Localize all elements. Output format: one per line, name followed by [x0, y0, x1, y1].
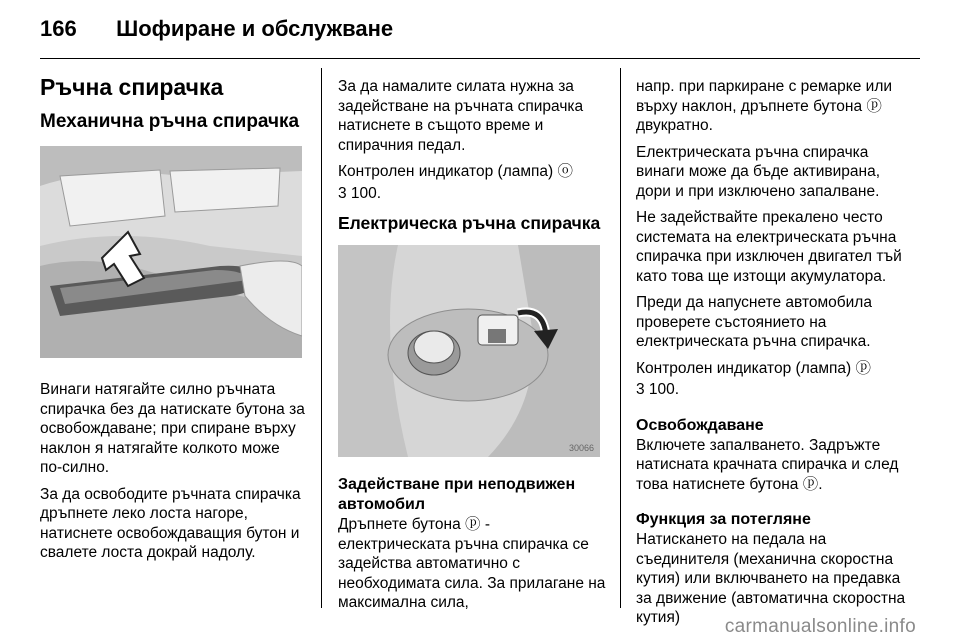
header-rule: [40, 58, 920, 59]
function-heading: Функция за потегляне: [636, 511, 811, 528]
paragraph: Преди да напуснете автомобила проверете състоянието на електрическата ръчна спирачка.: [636, 294, 872, 350]
section-title: Шофиране и обслужване: [116, 16, 394, 41]
electric-handbrake-heading: Електрическа ръчна спирачка: [338, 213, 601, 233]
watermark: carmanualsonline.info: [724, 616, 916, 637]
paragraph: напр. при паркиране с ремарке или върху наклон, дръпнете бутона ⓟ двукратно.: [636, 78, 893, 134]
column-3: [636, 77, 906, 635]
column-2: [338, 77, 606, 620]
paragraph: Включете запалването. Задръжте натисната крачната спирачка и след това натиснете бутона ⓟ.: [636, 436, 899, 493]
electric-handbrake-illustration: [338, 245, 600, 457]
page-reference: [636, 380, 906, 400]
indicator-text: Контролен индикатор (лампа) ⓟ: [636, 359, 871, 377]
column-divider-2: [620, 68, 621, 608]
indicator-reference: [338, 162, 606, 182]
paragraph: За да намалите силата нужна за задействане на ръчната спирачка натиснете в същото време и спирачния педал.: [338, 78, 584, 154]
paragraph: Дръпнете бутона ⓟ - електрическата ръчна спирачка се задейства автоматично с необходимата сила. За прилагане на максимална сила,: [338, 516, 606, 611]
section-heading: Ръчна спирачка: [40, 74, 224, 100]
release-heading: Освобождаване: [636, 416, 764, 434]
indicator-text: Контролен индикатор (лампа) ⓞ: [338, 163, 573, 180]
column-divider-1: [321, 68, 322, 608]
page-reference-text: 3 100.: [338, 184, 382, 202]
paragraph: За да освободите ръчната спирачка дръпнете леко лоста нагоре, натиснете освобождаващия бутон и свалете лоста докрай надолу.: [40, 485, 301, 561]
page-reference: [338, 184, 606, 204]
page-number: 166: [40, 16, 77, 41]
paragraph: Не задействайте прекалено често системата на електрическата ръчна спирачка при изключен двигател тъй като това ще изтощи акумулатора.: [636, 209, 902, 285]
paragraph: Винаги натягайте силно ръчната спирачка без да натискате бутона за освобождаване; при спиране върху наклон я натягайте колкото може по-силно.: [40, 381, 305, 476]
column-1: [40, 72, 305, 570]
figure-number: 30066: [568, 443, 594, 453]
page-reference-text: 3 100.: [636, 381, 680, 398]
paragraph: Електрическата ръчна спирачка винаги може да бъде активирана, дори и при изключено запалване.: [636, 143, 881, 200]
subheading: Задействане при неподвижен автомобил: [338, 476, 576, 513]
indicator-reference: [636, 359, 906, 379]
mechanical-handbrake-illustration: [40, 146, 302, 358]
paragraph: Натискането на педала на съединителя (механична скоростна кутия) или включването на предавка за движение (автоматична скоростна кутия): [636, 531, 906, 626]
page-header: [40, 16, 393, 42]
subsection-heading: Механична ръчна спирачка: [40, 111, 300, 132]
